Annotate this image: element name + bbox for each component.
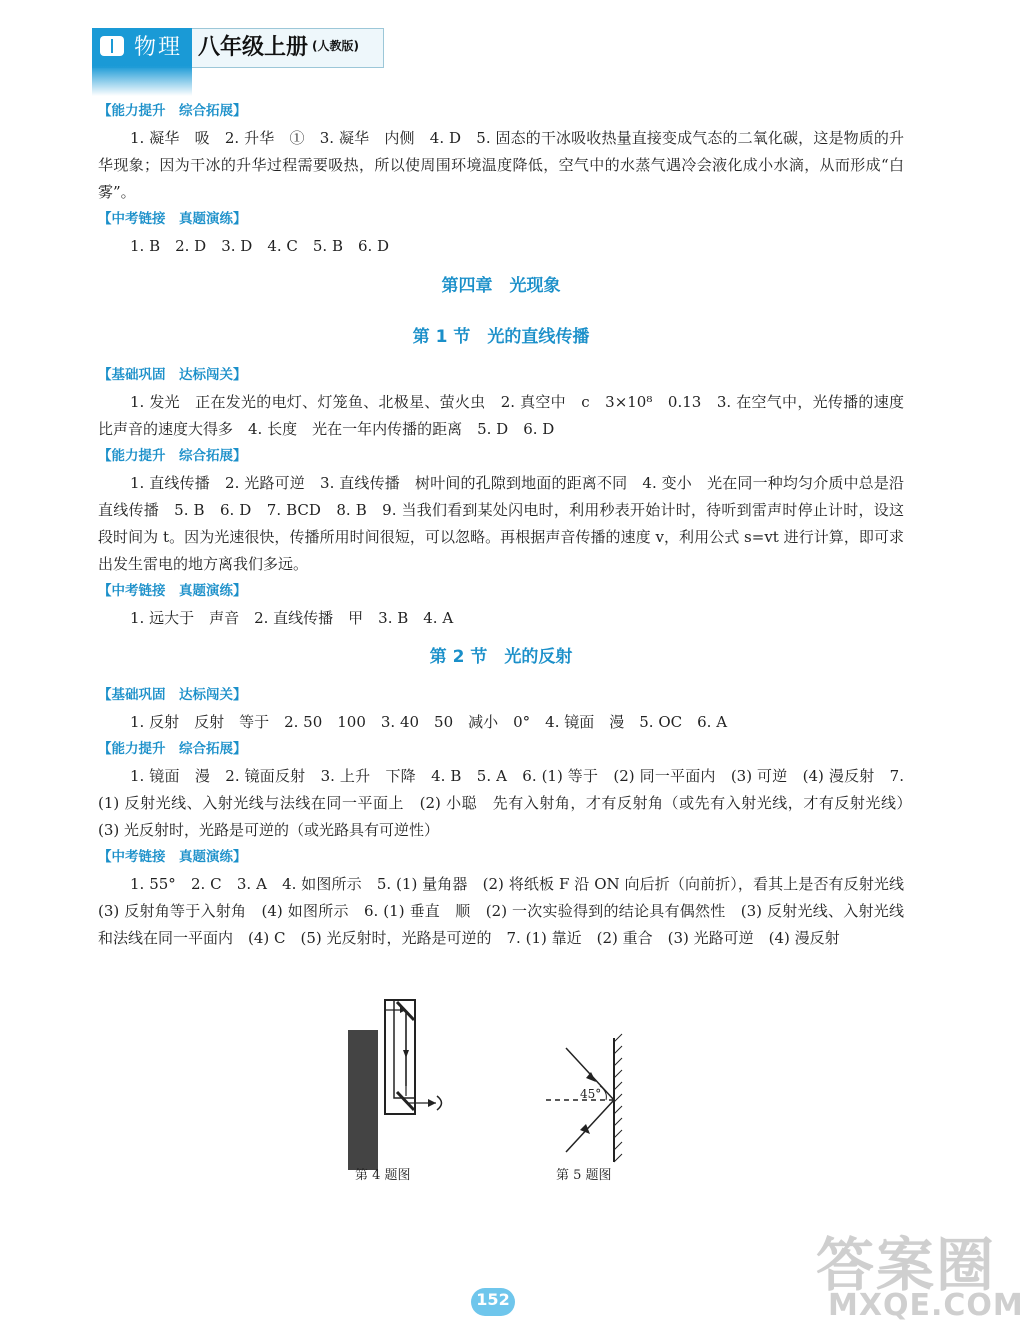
answers-ability: 1. 直线传播 2. 光路可逆 3. 直线传播 树叶间的孔隙到地面的距离不同 4. 变小 光在同一种均匀介质中总是沿直线传播 5. B 6. D 7. BCD 8. B 9. 当我们看到某处闪电时，利用秒表开始计时，待听到雷声时停止计时，设这段时间为 t。因为光速很快，传播所用时间很短，可以忽略。再根据声音传播的速度 v，利用公式 s=vt 进行计算，即可求出发生雷电的地方离我们多远。 [98,474,904,573]
answer-content [98,98,920,952]
answers-basic: 1. 发光 正在发光的电灯、灯笼鱼、北极星、萤火虫 2. 真空中 c 3×10⁸ 0.13 3. 在空气中，光传播的速度比声音的速度大得多 4. 长度 光在一年内传播的距离 5. D 6. D [98,393,904,438]
figure-5-reflection [546,1034,622,1162]
book-icon [100,36,124,56]
edition-label: (人教版) [312,39,359,53]
section-label-exam: 【中考链接 真题演练】 [98,583,247,599]
figure-5-caption: 第 5 题图 [556,1168,612,1183]
section-label-basic: 【基础巩固 达标闯关】 [98,687,247,703]
section-title-2: 第 2 节 光的反射 [429,647,573,667]
figure-4-periscope [348,1000,442,1170]
section-label-exam: 【中考链接 真题演练】 [98,211,247,227]
figures [0,990,1000,1190]
answers-exam: 1. B 2. D 3. D 4. C 5. B 6. D [130,237,390,255]
watermark-logo [806,1218,1024,1328]
figure-5-angle-label: 45° [580,1087,602,1101]
chapter-title: 第四章 光现象 [441,276,561,296]
section-label-ability: 【能力提升 综合拓展】 [98,103,247,119]
answers-exam: 1. 55° 2. C 3. A 4. 如图所示 5. (1) 量角器 (2) 将纸板 F 沿 ON 向后折（向前折），看其上是否有反射光线 (3) 反射角等于入射角 (4) 如图所示 6. (1) 垂直 顺 (2) 一次实验得到的结论具有偶然性 (3) 反射光线、入射光线和法线在同一平面内 (4) C (5) 光反射时，光路是可逆的 7. (1) 靠近 (2) 重合 (3) 光路可逆 (4) 漫反射 [98,875,920,947]
watermark-url: MXQE.COM [828,1288,1024,1323]
section-title-1: 第 1 节 光的直线传播 [412,327,590,347]
header-decoration [92,66,192,96]
section-label-exam: 【中考链接 真题演练】 [98,849,247,865]
watermark-text: 答案圈 [816,1231,997,1299]
page-number: 152 [476,1290,510,1309]
section-label-basic: 【基础巩固 达标闯关】 [98,367,247,383]
answers-basic: 1. 反射 反射 等于 2. 50 100 3. 40 50 减小 0° 4. 镜面 漫 5. OC 6. A [130,713,728,731]
section-label-ability: 【能力提升 综合拓展】 [98,448,247,464]
grade-label: 八年级上册 [198,35,309,60]
section-label-ability: 【能力提升 综合拓展】 [98,741,247,757]
answers-exam: 1. 远大于 声音 2. 直线传播 甲 3. B 4. A [130,609,454,627]
subject-label: 物理 [134,35,183,60]
answers-ability: 1. 镜面 漫 2. 镜面反射 3. 上升 下降 4. B 5. A 6. (1) 等于 (2) 同一平面内 (3) 可逆 (4) 漫反射 7. (1) 反射光线、入射光线与法线在同一平面上 (2) 小聪 先有入射角，才有反射角（或先有入射光线，才有反射光线） (3) 光反射时，光路是可逆的（或光路具有可逆性） [98,767,920,839]
answers-ability: 1. 凝华 吸 2. 升华 ① 3. 凝华 内侧 4. D 5. 固态的干冰吸收热量直接变成气态的二氧化碳，这是物质的升华现象；因为干冰的升华过程需要吸热，所以使周围环境温度降低，空气中的水蒸气遇冷会液化成小水滴，从而形成“白雾”。 [98,129,904,201]
figure-4-caption: 第 4 题图 [355,1168,411,1183]
